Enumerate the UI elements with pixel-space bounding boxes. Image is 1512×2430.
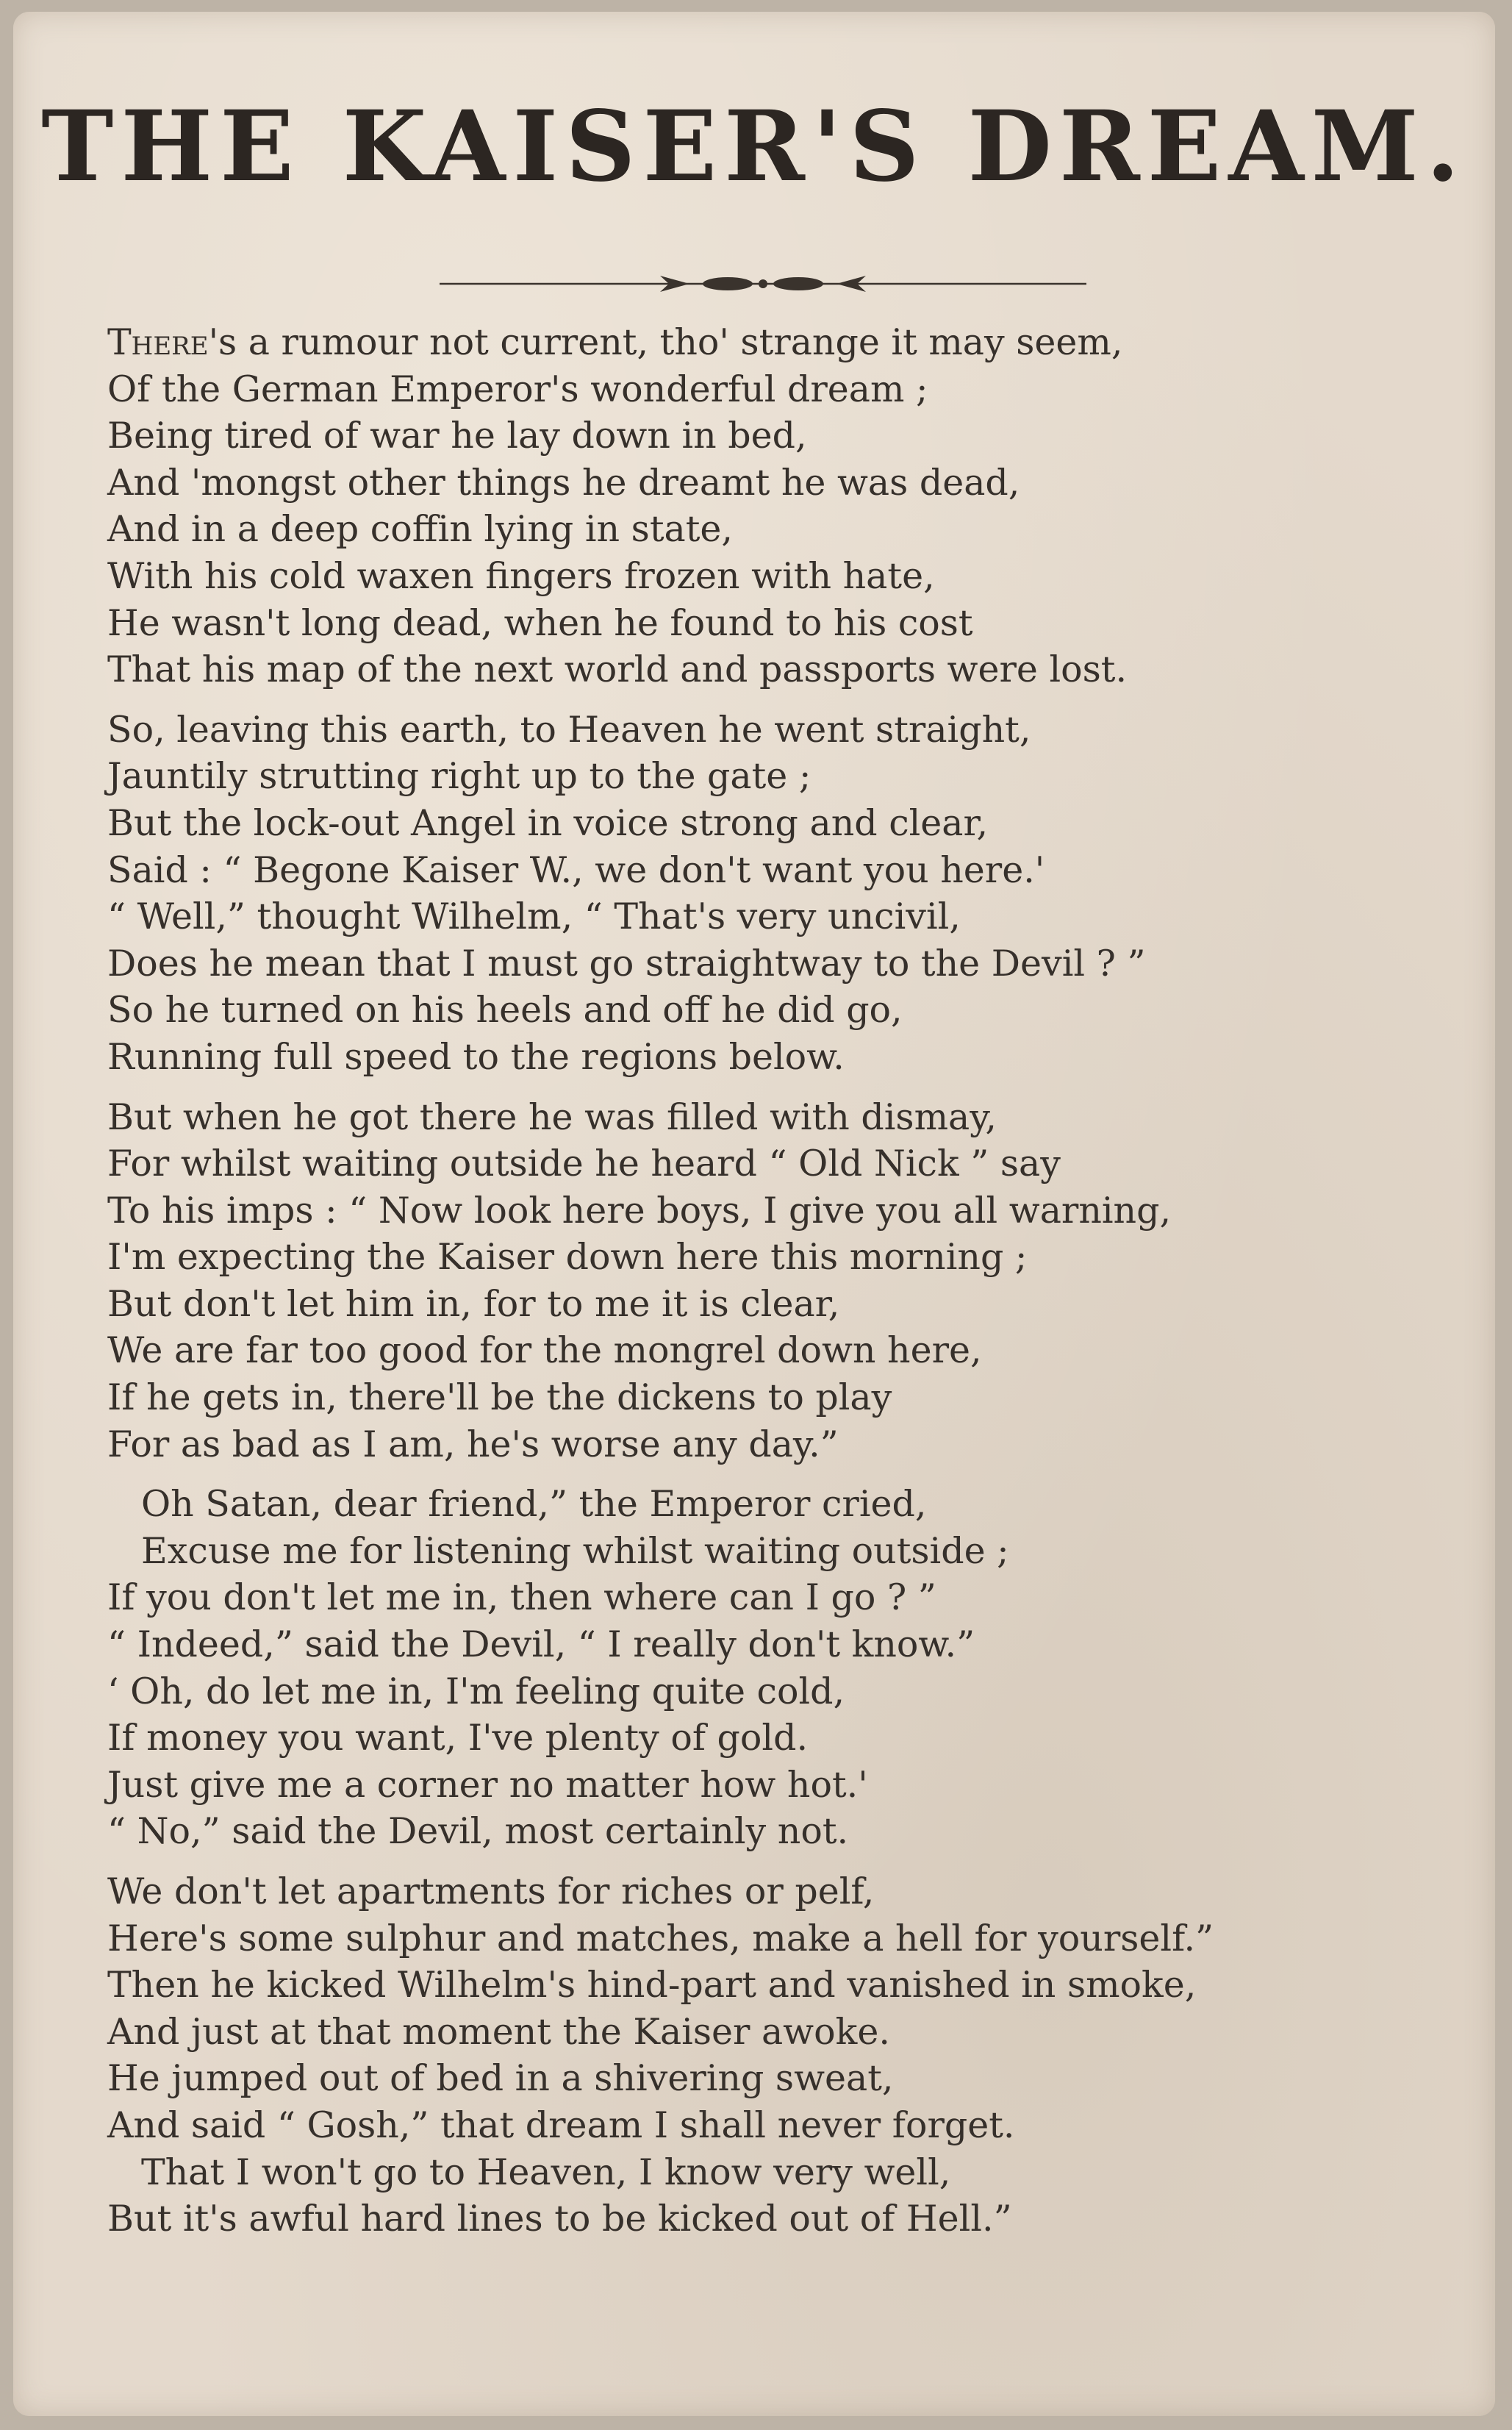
poem-line: Jauntily strutting right up to the gate ; — [107, 755, 811, 798]
stanza-3 — [107, 1094, 1445, 1468]
poem-line: Here's some sulphur and matches, make a hell for yourself.” — [107, 1917, 1214, 1959]
poem-line: We are far too good for the mongrel down here, — [107, 1329, 982, 1372]
poem-line: So, leaving this earth, to Heaven he went straight, — [107, 708, 1031, 751]
stanza-4 — [107, 1481, 1445, 1855]
poem-body — [107, 319, 1445, 2256]
poem-line: “ Well,” thought Wilhelm, “ That's very uncivil, — [107, 896, 961, 938]
poem-line: That I won't go to Heaven, I know very well, — [141, 2151, 951, 2193]
poem-line: Just give me a corner no matter how hot.' — [107, 1763, 868, 1806]
poem-line: But the lock-out Angel in voice strong and clear, — [107, 801, 989, 844]
poem-line: If you don't let me in, then where can I go ? ” — [107, 1576, 936, 1619]
poem-title: THE KAISER'S DREAM. — [41, 90, 1467, 204]
poem-line: He wasn't long dead, when he found to his cost — [107, 601, 973, 644]
poem-line: That his map of the next world and passports were lost. — [107, 648, 1128, 691]
stanza-1 — [107, 319, 1445, 693]
poem-line: With his cold waxen fingers frozen with hate, — [107, 554, 935, 597]
poem-line — [107, 319, 1445, 366]
poem-line: And 'mongst other things he dreamt he was dead, — [107, 461, 1020, 504]
decorative-divider-ornament — [440, 265, 1086, 302]
poem-line: We don't let apartments for riches or pelf, — [107, 1870, 875, 1912]
poem-line: ‘ Oh, do let me in, I'm feeling quite cold, — [107, 1670, 845, 1712]
poem-line: And in a deep coffin lying in state, — [107, 508, 733, 551]
poem-line: Of the German Emperor's wonderful dream ; — [107, 368, 928, 410]
poem-line: Being tired of war he lay down in bed, — [107, 415, 807, 457]
poem-line: To his imps : “ Now look here boys, I give you all warning, — [107, 1189, 1172, 1232]
poem-line: Then he kicked Wilhelm's hind-part and vanished in smoke, — [107, 1964, 1197, 2006]
poem-line: Oh Satan, dear friend,” the Emperor cried, — [141, 1483, 927, 1526]
poem-line: If money you want, I've plenty of gold. — [107, 1717, 809, 1759]
poem-line: And said “ Gosh,” that dream I shall never forget. — [107, 2104, 1015, 2146]
poem-line: But it's awful hard lines to be kicked out of Hell.” — [107, 2198, 1012, 2240]
poem-line: “ Indeed,” said the Devil, “ I really don't know.” — [107, 1623, 975, 1666]
poem-line: Excuse me for listening whilst waiting outside ; — [141, 1529, 1009, 1572]
poem-line-text: 's a rumour not current, tho' strange it may seem, — [208, 321, 1123, 363]
postcard — [13, 12, 1495, 2416]
poem-line: And just at that moment the Kaiser awoke. — [107, 2010, 890, 2053]
poem-line: He jumped out of bed in a shivering sweat, — [107, 2057, 894, 2100]
poem-line: Said : “ Begone Kaiser W., we don't want you here.' — [107, 848, 1045, 891]
poem-line: For as bad as I am, he's worse any day.” — [107, 1423, 839, 1465]
poem-line-first-word: There — [107, 321, 209, 363]
stanza-5 — [107, 1868, 1445, 2243]
poem-line: For whilst waiting outside he heard “ Old Nick ” say — [107, 1143, 1061, 1185]
poem-line: But don't let him in, for to me it is clear, — [107, 1282, 840, 1325]
poem-line: I'm expecting the Kaiser down here this morning ; — [107, 1236, 1028, 1279]
poem-line: But when he got there he was filled with dismay, — [107, 1096, 997, 1138]
poem-line: Running full speed to the regions below. — [107, 1035, 845, 1078]
poem-line: “ No,” said the Devil, most certainly not. — [107, 1810, 849, 1853]
stanza-2 — [107, 707, 1445, 1081]
poem-line: So he turned on his heels and off he did go, — [107, 989, 903, 1032]
poem-line: Does he mean that I must go straightway to the Devil ? ” — [107, 942, 1146, 984]
poem-line: If he gets in, there'll be the dickens to play — [107, 1376, 892, 1419]
